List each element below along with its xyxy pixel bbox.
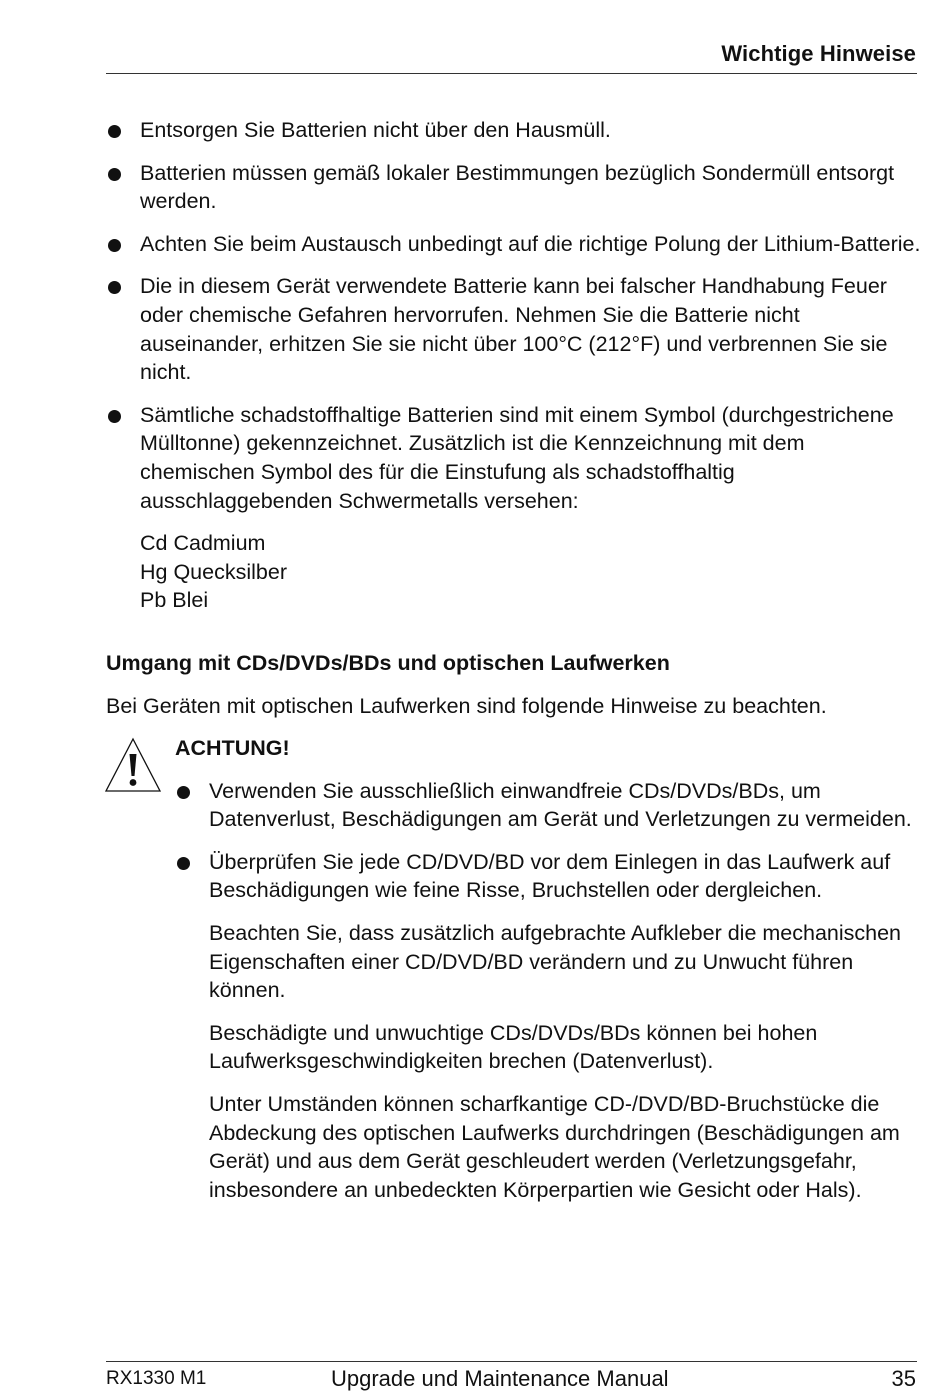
bullet-icon: [108, 168, 121, 181]
caution-title: ACHTUNG!: [175, 736, 290, 761]
header-rule: [106, 73, 917, 74]
list-item: [175, 848, 921, 905]
bullet-icon: [177, 857, 190, 870]
bullet-icon: [108, 281, 121, 294]
bullet-text: Batterien müssen gemäß lokaler Bestimmungen bezüglich Sondermüll entsorgt werden.: [140, 160, 895, 214]
heavy-metal-list: [140, 529, 921, 615]
footer-manual-title: Upgrade und Maintenance Manual: [331, 1366, 669, 1391]
bullet-text: Achten Sie beim Austausch unbedingt auf die richtige Polung der Lithium-Batterie.: [140, 231, 921, 256]
bullet-text: Sämtliche schadstoffhaltige Batterien sind mit einem Symbol (durchgestrichene Mülltonne) gekennzeichnet. Zusätzlich ist die Kennzeichnung mit dem chemischen Symbol des für die Einstufung als schadstoffhaltig ausschlaggebenden Schwermetalls versehen:: [140, 402, 894, 513]
bullet-text: Verwenden Sie ausschließlich einwandfreie CDs/DVDs/BDs, um Datenverlust, Beschädigungen am Gerät und Verletzungen zu vermeiden.: [209, 778, 912, 832]
footer-model: RX1330 M1: [106, 1368, 207, 1389]
battery-bullet-list: [106, 116, 921, 515]
caution-paragraph: Beschädigte und unwuchtige CDs/DVDs/BDs können bei hohen Laufwerksgeschwindigkeiten brechen (Datenverlust).: [209, 1020, 818, 1074]
list-item: [106, 230, 921, 259]
list-item: [106, 159, 921, 216]
caution-body: [175, 777, 921, 1205]
warning-triangle-icon: [104, 736, 164, 794]
bullet-icon: [177, 786, 190, 799]
footer-rule: [106, 1361, 917, 1362]
bullet-icon: [108, 239, 121, 252]
list-item: [106, 116, 921, 145]
caution-paragraph: Beachten Sie, dass zusätzlich aufgebrachte Aufkleber die mechanischen Eigenschaften einer CD/DVD/BD verändern und zu Unwucht führen können.: [209, 921, 902, 1003]
bullet-text: Entsorgen Sie Batterien nicht über den Hausmüll.: [140, 118, 611, 142]
main-content: [106, 116, 921, 1218]
running-header-title: Wichtige Hinweise: [721, 41, 916, 66]
bullet-text: Überprüfen Sie jede CD/DVD/BD vor dem Einlegen in das Laufwerk auf Beschädigungen wie feine Risse, Bruchstellen oder dergleichen.: [209, 849, 891, 903]
caution-bullet-list: [175, 777, 921, 905]
bullet-text: Die in diesem Gerät verwendete Batterie kann bei falscher Handhabung Feuer oder chemische Gefahren hervorrufen. Nehmen Sie die Batterie nicht auseinander, erhitzen Sie sie nicht über 100°C (212°F) und verbrennen Sie sie nicht.: [140, 274, 888, 385]
list-item: [175, 777, 921, 834]
bullet-icon: [108, 410, 121, 423]
section-heading: Umgang mit CDs/DVDs/BDs und optischen Laufwerken: [106, 650, 670, 675]
heavy-metal-mercury: Hg Quecksilber: [140, 559, 287, 584]
section-intro: Bei Geräten mit optischen Laufwerken sind folgende Hinweise zu beachten.: [106, 693, 827, 718]
caution-block: [106, 734, 921, 1204]
caution-paragraph: Unter Umständen können scharfkantige CD-/DVD/BD-Bruchstücke die Abdeckung des optischen Laufwerks durchdringen (Beschädigungen am Gerät) und aus dem Gerät geschleudert werden (Verletzungsgefahr, insbesondere an unbedeckten Körperpartien wie Gesicht oder Hals).: [209, 1092, 900, 1202]
bullet-icon: [108, 125, 121, 138]
list-item: [106, 272, 921, 386]
heavy-metal-cadmium: Cd Cadmium: [140, 531, 266, 556]
heavy-metal-lead: Pb Blei: [140, 588, 209, 613]
page-number: 35: [891, 1366, 916, 1391]
list-item: [106, 401, 921, 515]
